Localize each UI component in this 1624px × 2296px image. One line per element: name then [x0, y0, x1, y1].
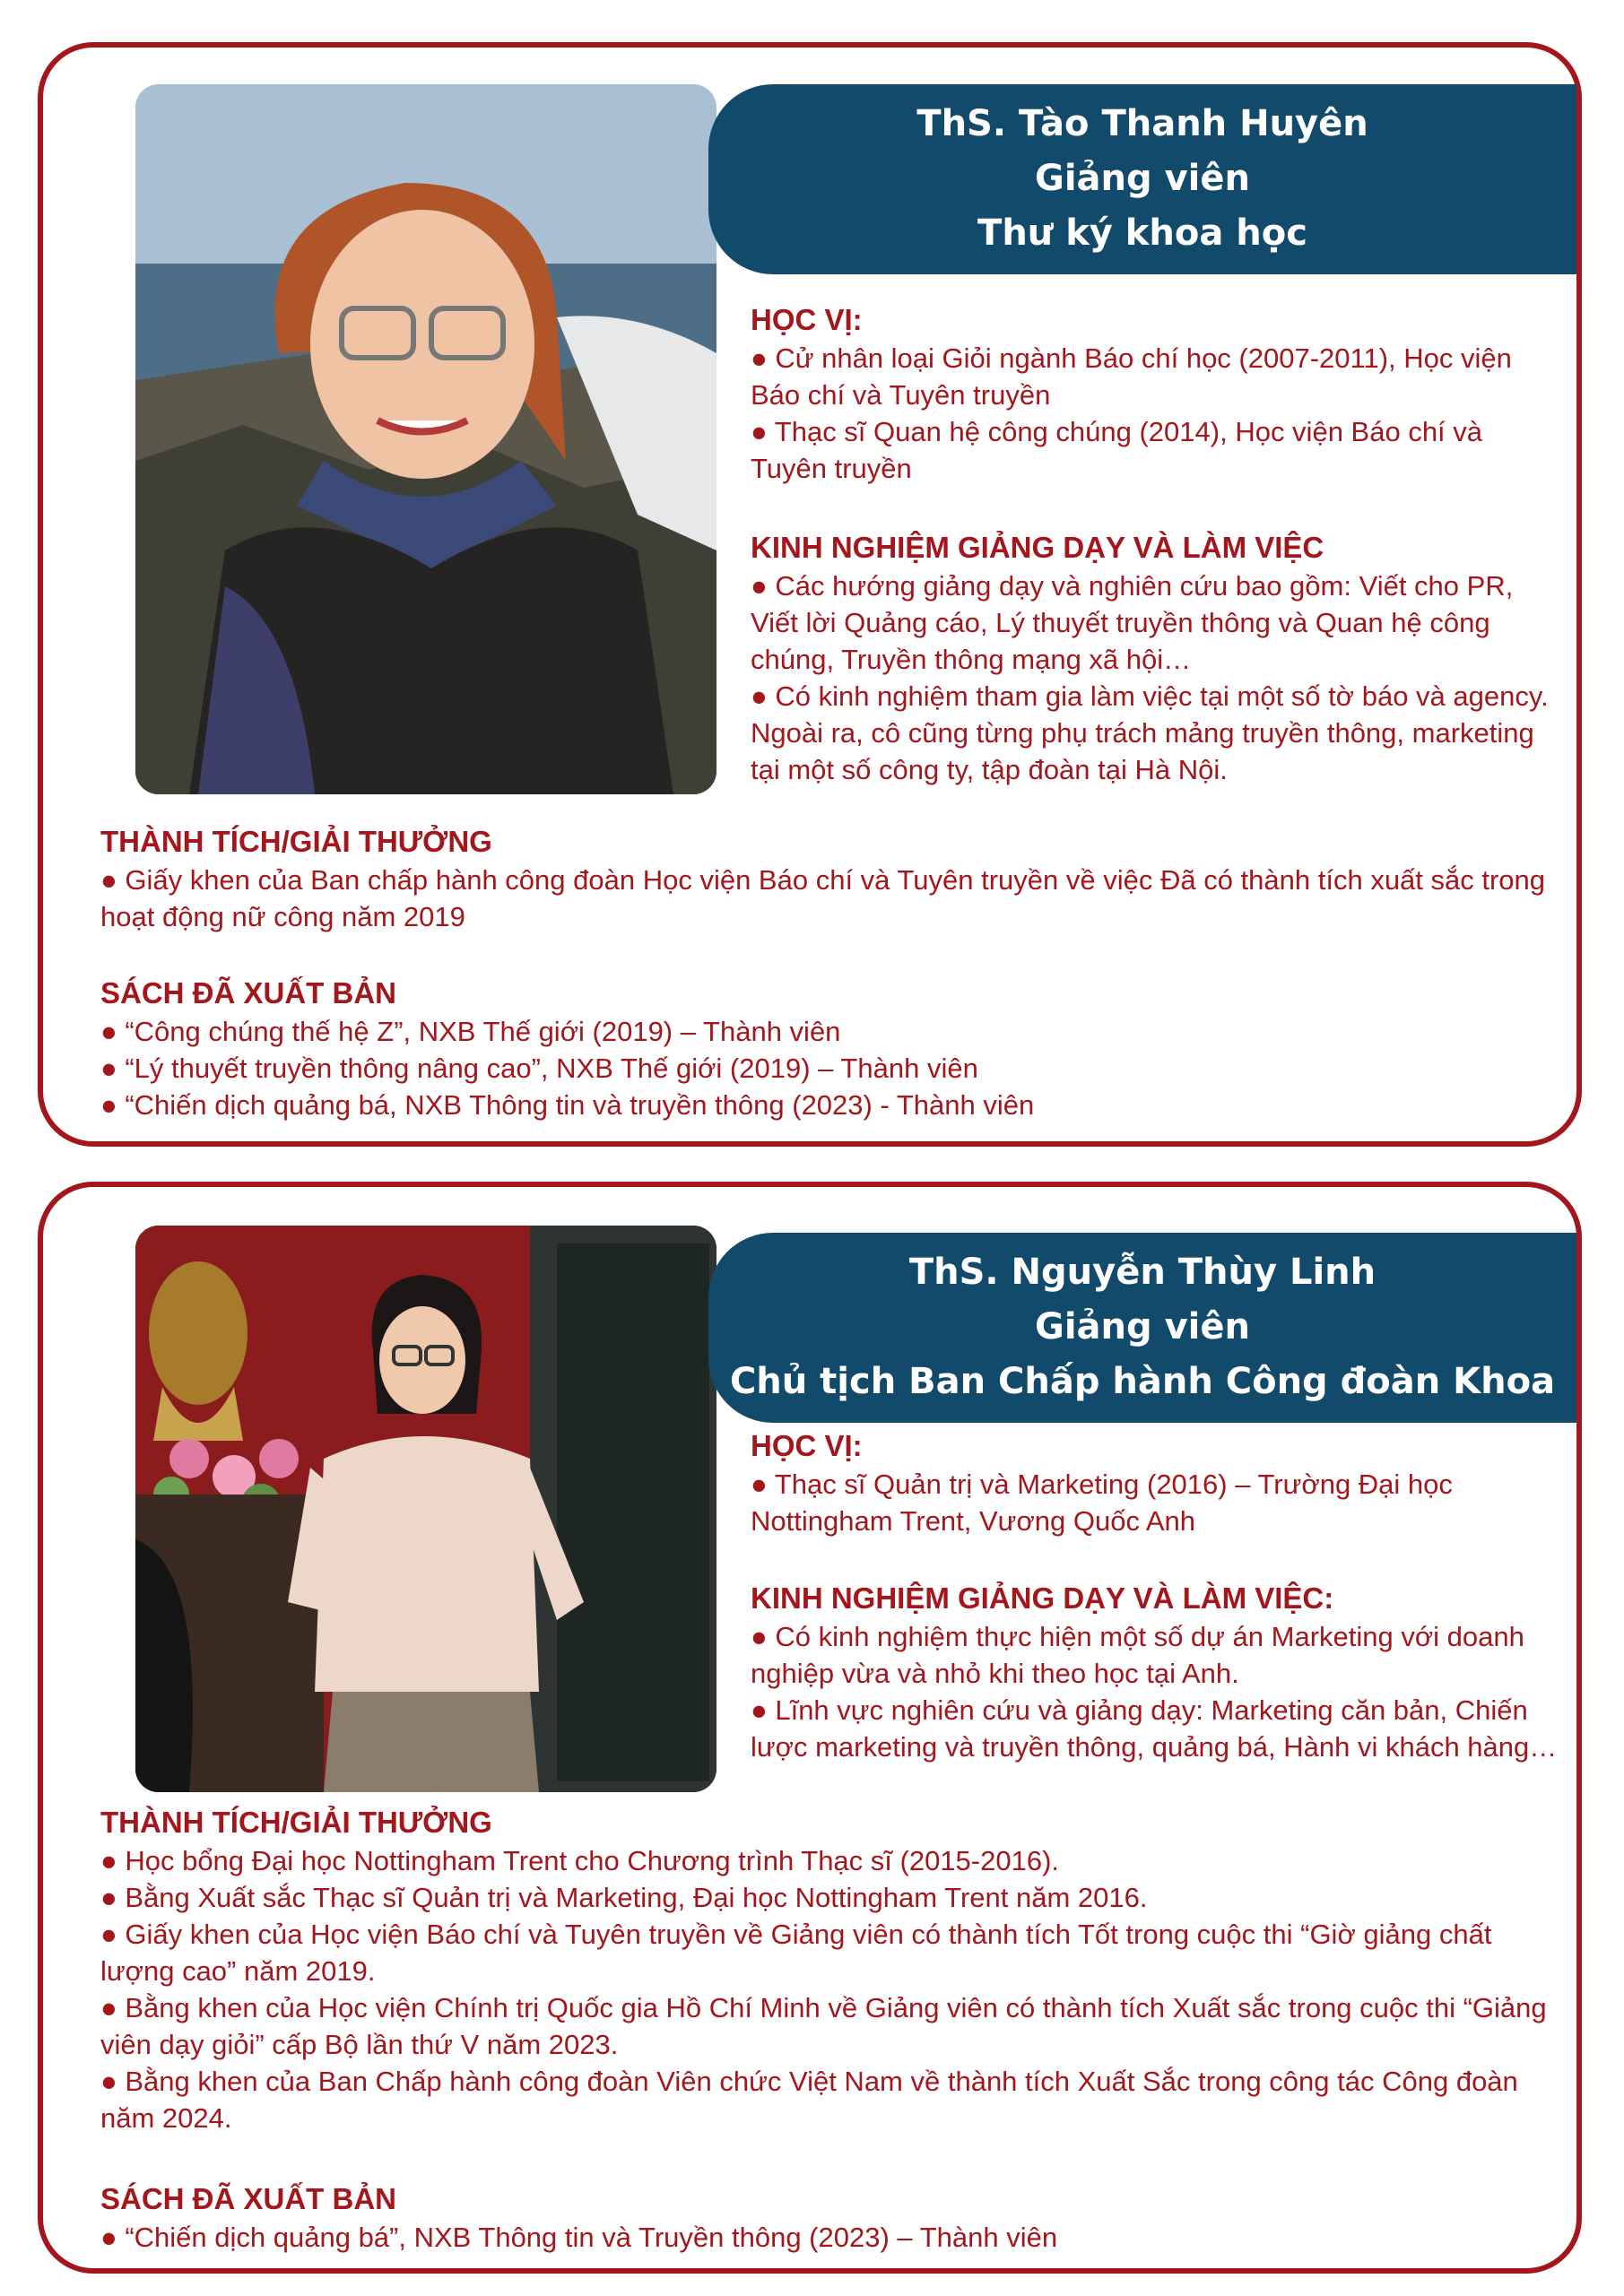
- profile-photo-huyen: [135, 84, 716, 794]
- list-item: ● Cử nhân loại Giỏi ngành Báo chí học (2007-2011), Học viện Báo chí và Tuyên truyền: [751, 342, 1512, 411]
- section-heading: THÀNH TÍCH/GIẢI THƯỞNG: [100, 1806, 492, 1839]
- section-heading: HỌC VỊ:: [751, 1429, 863, 1462]
- name-banner-linh: [708, 1233, 1576, 1423]
- profile-name: ThS. Tào Thanh Huyên: [916, 103, 1368, 144]
- list-item: ● Có kinh nghiệm thực hiện một số dự án Marketing với doanh nghiệp vừa và nhỏ khi theo học tại Anh.: [751, 1621, 1524, 1689]
- list-item: ● Lĩnh vực nghiên cứu và giảng dạy: Marketing căn bản, Chiến lược marketing và truyền thông, quảng bá, Hành vi khách hàng…: [751, 1694, 1558, 1763]
- list-item: ● Các hướng giảng dạy và nghiên cứu bao gồm: Viết cho PR, Viết lời Quảng cáo, Lý thuyết truyền thông và Quan hệ công chúng, Truyền thông mạng xã hội…: [751, 570, 1514, 675]
- degree-section: [751, 300, 1558, 487]
- awards-section: [100, 822, 1571, 935]
- list-item: ● Có kinh nghiệm tham gia làm việc tại một số tờ báo và agency. Ngoài ra, cô cũng từng phụ trách mảng truyền thông, marketing tại một số công ty, tập đoàn tại Hà Nội.: [751, 680, 1549, 785]
- profile-card-linh: [38, 1182, 1582, 2274]
- list-item: ● Học bổng Đại học Nottingham Trent cho Chương trình Thạc sĩ (2015-2016).: [100, 1845, 1060, 1876]
- profile-position: Giảng viên: [1035, 1306, 1250, 1347]
- section-heading: KINH NGHIỆM GIẢNG DẠY VÀ LÀM VIỆC:: [751, 1581, 1334, 1615]
- list-item: ● Thạc sĩ Quản trị và Marketing (2016) – Trường Đại học Nottingham Trent, Vương Quốc Anh: [751, 1469, 1453, 1537]
- portrait-classroom-image: [135, 1226, 716, 1792]
- list-item: ● “Lý thuyết truyền thông nâng cao”, NXB Thế giới (2019) – Thành viên: [100, 1053, 978, 1084]
- degree-section: [751, 1426, 1558, 1539]
- section-heading: KINH NGHIỆM GIẢNG DẠY VÀ LÀM VIỆC: [751, 531, 1324, 564]
- books-section: [100, 2179, 1571, 2256]
- section-heading: SÁCH ĐÃ XUẤT BẢN: [100, 976, 396, 1009]
- profile-card-huyen: [38, 42, 1582, 1147]
- awards-section: [100, 1803, 1571, 2136]
- portrait-seaside-image: [135, 84, 716, 794]
- profile-photo-linh: [135, 1226, 716, 1792]
- section-heading: SÁCH ĐÃ XUẤT BẢN: [100, 2182, 396, 2215]
- section-heading: HỌC VỊ:: [751, 303, 863, 336]
- list-item: ● Thạc sĩ Quan hệ công chúng (2014), Học viện Báo chí và Tuyên truyền: [751, 416, 1483, 484]
- profile-name: ThS. Nguyễn Thùy Linh: [908, 1252, 1376, 1293]
- profile-role: Thư ký khoa học: [977, 212, 1307, 254]
- books-section: [100, 974, 1571, 1123]
- list-item: ● Bằng Xuất sắc Thạc sĩ Quản trị và Marketing, Đại học Nottingham Trent năm 2016.: [100, 1882, 1148, 1913]
- section-heading: THÀNH TÍCH/GIẢI THƯỞNG: [100, 825, 492, 858]
- list-item: ● Bằng khen của Học viện Chính trị Quốc gia Hồ Chí Minh về Giảng viên có thành tích Xuất sắc trong cuộc thi “Giảng viên dạy giỏi” cấp Bộ lần thứ V năm 2023.: [100, 1992, 1547, 2060]
- profile-position: Giảng viên: [1035, 158, 1250, 199]
- list-item: ● “Công chúng thế hệ Z”, NXB Thế giới (2019) – Thành viên: [100, 1016, 841, 1047]
- list-item: ● Giấy khen của Ban chấp hành công đoàn Học viện Báo chí và Tuyên truyền về việc Đã có thành tích xuất sắc trong hoạt động nữ công năm 2019: [100, 864, 1546, 932]
- list-item: ● Giấy khen của Học viện Báo chí và Tuyên truyền về Giảng viên có thành tích Tốt trong cuộc thi “Giờ giảng chất lượng cao” năm 2019.: [100, 1919, 1492, 1987]
- name-banner-huyen: [708, 84, 1576, 274]
- experience-section: [751, 1579, 1558, 1765]
- list-item: ● “Chiến dịch quảng bá, NXB Thông tin và truyền thông (2023) - Thành viên: [100, 1089, 1035, 1121]
- experience-section: [751, 528, 1558, 788]
- list-item: ● “Chiến dịch quảng bá”, NXB Thông tin và Truyền thông (2023) – Thành viên: [100, 2222, 1058, 2253]
- list-item: ● Bằng khen của Ban Chấp hành công đoàn Viên chức Việt Nam về thành tích Xuất Sắc trong công tác Công đoàn năm 2024.: [100, 2066, 1518, 2134]
- profile-role: Chủ tịch Ban Chấp hành Công đoàn Khoa: [729, 1361, 1556, 1402]
